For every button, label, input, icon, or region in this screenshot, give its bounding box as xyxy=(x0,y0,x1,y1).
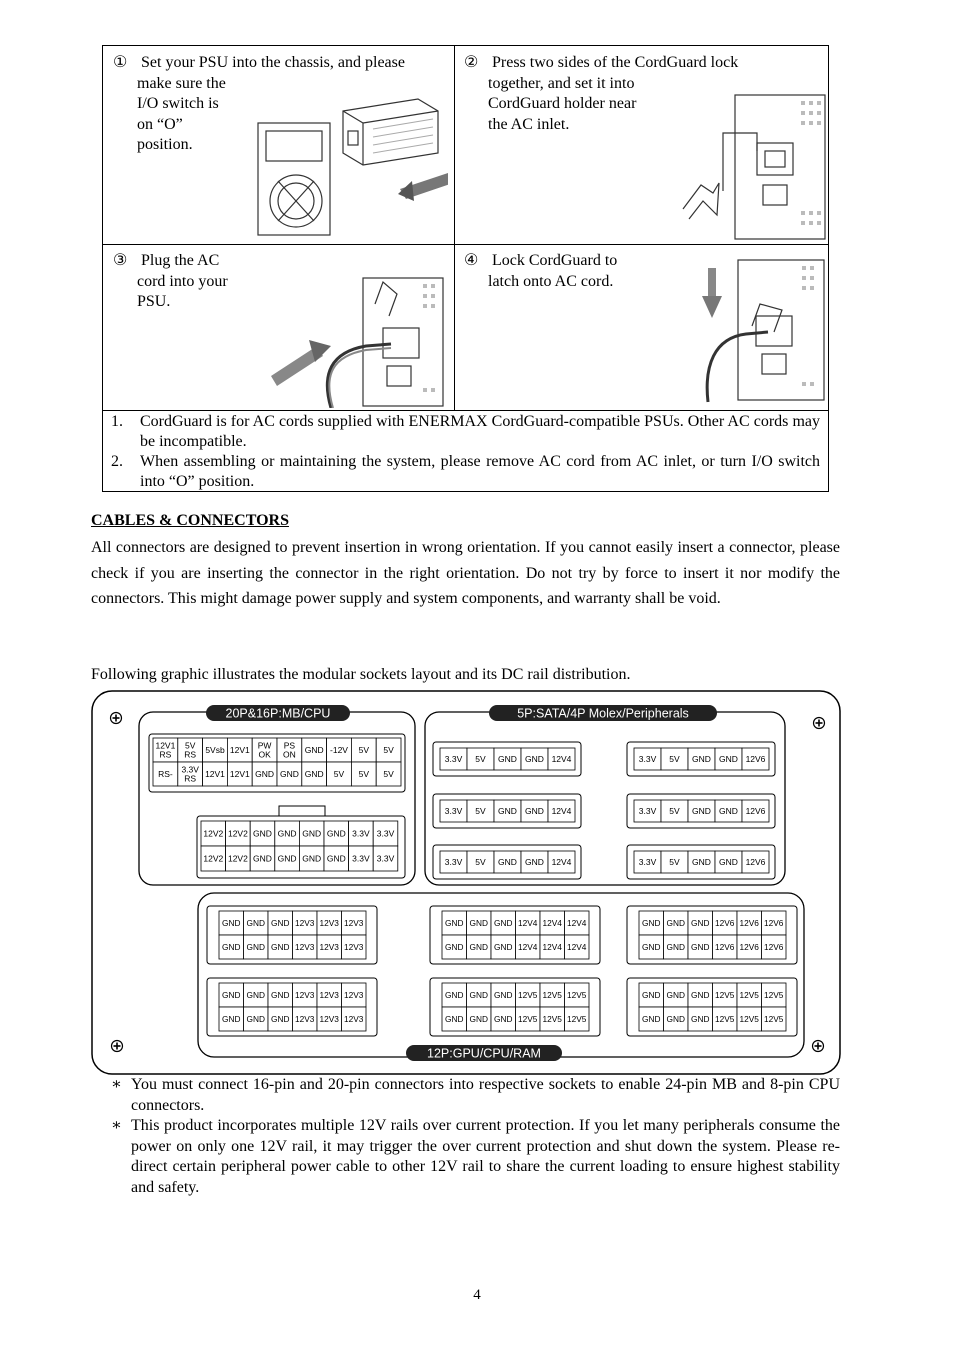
pin-label: GND xyxy=(246,989,265,1000)
pin-label: 12V4 xyxy=(551,805,572,816)
pin-label: 12V2 xyxy=(227,853,248,864)
pin-label: GND xyxy=(666,989,685,1000)
pin-label: GND xyxy=(271,1013,290,1024)
pin-label: 5V xyxy=(358,744,370,755)
pin-label: 12V5 xyxy=(542,1013,562,1024)
page-number: 4 xyxy=(473,1287,481,1303)
cordguard-holder-illustration xyxy=(673,91,828,241)
column-divider xyxy=(454,46,455,410)
socket-5p xyxy=(634,800,769,822)
panel-label-text: 5P:SATA/4P Molex/Peripherals xyxy=(517,706,689,721)
pin-label: 12V3 xyxy=(344,989,364,1000)
pin-label: 5V xyxy=(475,856,486,867)
socket-12p xyxy=(639,911,786,959)
pin-label: GND xyxy=(691,1013,710,1024)
socket-12p xyxy=(219,983,366,1031)
pin-label: GND xyxy=(494,989,513,1000)
pin-label: 12V5 xyxy=(764,989,784,1000)
pin-label: 3.3V RS xyxy=(181,764,199,784)
pin-label: GND xyxy=(277,828,297,839)
pin-label: GND xyxy=(277,853,297,864)
pin-label: PS ON xyxy=(283,740,296,760)
pin-label: GND xyxy=(494,941,513,952)
pin-label: GND xyxy=(222,941,241,952)
pin-label: 3.3V xyxy=(352,828,370,839)
panel-label xyxy=(406,1045,562,1061)
pin-label: 12V5 xyxy=(542,989,562,1000)
pin-label: GND xyxy=(469,941,488,952)
pin-label: 12V4 xyxy=(567,917,587,928)
pin-label: 5V xyxy=(383,744,394,755)
pin-label: 12V3 xyxy=(319,917,339,928)
pin-label: GND xyxy=(271,917,290,928)
screw-icon xyxy=(111,713,122,724)
pin-label: 3.3V xyxy=(352,853,370,864)
pin-label: 12V6 xyxy=(739,941,759,952)
pin-label: 5V xyxy=(669,805,680,816)
pin-label: GND xyxy=(719,856,738,867)
pin-label: 12V3 xyxy=(295,989,315,1000)
pin-label: 12V1 xyxy=(205,768,225,779)
pin-label: RS- xyxy=(158,768,173,779)
pin-label: GND xyxy=(304,744,324,755)
pin-label: GND xyxy=(271,989,290,1000)
pin-label: GND xyxy=(691,917,710,928)
diagram-intro-paragraph: Following graphic illustrates the modular sockets layout and its DC rail distribution. xyxy=(91,666,631,683)
pin-label: 12V1 RS xyxy=(155,740,176,760)
socket-5p xyxy=(634,748,769,770)
pin-label: GND xyxy=(302,828,322,839)
pin-label: 12V6 xyxy=(745,856,766,867)
socket-12p xyxy=(442,983,589,1031)
pin-label: 12V5 xyxy=(715,1013,735,1024)
step-4-text: ④ Lock CordGuard to latch onto AC cord. xyxy=(464,252,618,290)
pin-label: 3.3V xyxy=(376,853,395,864)
pin-label: GND xyxy=(642,941,661,952)
pin-label: GND xyxy=(253,828,272,839)
socket-5p xyxy=(440,851,575,873)
pin-label: 5V xyxy=(475,805,486,816)
pin-label: 5Vsb xyxy=(205,744,225,755)
pin-label: GND xyxy=(445,1013,464,1024)
modular-sockets-diagram xyxy=(91,690,841,1076)
socket-20p xyxy=(153,738,401,786)
panel-label-text: 12P:GPU/CPU/RAM xyxy=(427,1046,541,1061)
footnote-1: ∗ You must connect 16-pin and 20-pin connectors into respective sockets to enable 24-pin MB and 8-pin CPU connectors. xyxy=(111,1076,840,1114)
pin-label: GND xyxy=(692,856,711,867)
panel-label xyxy=(489,705,717,721)
pin-label: 5V xyxy=(475,753,486,764)
pin-label: GND xyxy=(719,805,738,816)
pin-label: 12V6 xyxy=(715,941,735,952)
socket-5p xyxy=(440,800,575,822)
panel-label-text: 20P&16P:MB/CPU xyxy=(225,706,331,721)
row-divider xyxy=(103,244,828,245)
pin-label: 12V3 xyxy=(319,1013,339,1024)
pin-label: GND xyxy=(326,853,346,864)
pin-label: 12V5 xyxy=(764,1013,784,1024)
pin-label: GND xyxy=(498,856,517,867)
socket-16p xyxy=(201,821,398,871)
pin-label: GND xyxy=(494,917,513,928)
pin-label: 5V xyxy=(333,768,345,779)
row-divider xyxy=(103,410,828,411)
pin-label: 3.3V xyxy=(638,805,657,816)
pin-label: 12V5 xyxy=(739,989,759,1000)
psu-into-chassis-illustration xyxy=(248,91,448,241)
notes-list xyxy=(103,412,828,492)
step-2-text: ② Press two sides of the CordGuard lock together, and set it into CordGuard holder near the AC inlet. xyxy=(464,54,739,133)
pin-label: GND xyxy=(525,805,544,816)
pin-label: 12V2 xyxy=(203,853,224,864)
pin-label: 12V6 xyxy=(715,917,735,928)
pin-label: GND xyxy=(304,768,324,779)
step-3-text: ③ Plug the AC cord into your PSU. xyxy=(113,252,228,310)
pin-label: GND xyxy=(445,917,464,928)
pin-label: GND xyxy=(469,989,488,1000)
pin-label: 12V3 xyxy=(344,1013,364,1024)
pin-label: 12V4 xyxy=(551,856,572,867)
pin-label: 12V3 xyxy=(319,989,339,1000)
pin-label: GND xyxy=(666,917,685,928)
pin-label: GND xyxy=(692,805,711,816)
socket-12p xyxy=(639,983,786,1031)
pin-label: GND xyxy=(246,1013,265,1024)
pin-label: GND xyxy=(642,989,661,1000)
plug-ac-cord-illustration xyxy=(271,274,449,408)
pin-label: GND xyxy=(525,856,544,867)
section-heading: CABLES & CONNECTORS xyxy=(91,512,289,529)
pin-label: 5V RS xyxy=(184,740,197,760)
lock-cordguard-illustration xyxy=(698,256,828,406)
pin-label: 3.3V xyxy=(638,753,657,764)
pin-label: GND xyxy=(246,917,265,928)
pin-label: 12V1 xyxy=(229,768,250,779)
pin-label: 12V1 xyxy=(229,744,250,755)
note-item: 1. CordGuard is for AC cords supplied with ENERMAX CordGuard-compatible PSUs. Other AC cords may be incompatible. xyxy=(111,413,820,450)
pin-label: 12V5 xyxy=(739,1013,759,1024)
pin-label: 3.3V xyxy=(638,856,657,867)
pin-label: 12V4 xyxy=(567,941,587,952)
socket-12p xyxy=(442,911,589,959)
pin-label: GND xyxy=(253,853,272,864)
connectors-paragraph: All connectors are designed to prevent insertion in wrong orientation. If you cannot easily insert a connector, please check if you are inserting the connector in the right orientation. Do not try by force to insert it nor modify the connectors. This might damage power supply and system components, and warranty shall be void. xyxy=(91,539,840,607)
pin-label: GND xyxy=(222,917,241,928)
pin-label: GND xyxy=(691,989,710,1000)
pin-label: 12V6 xyxy=(739,917,759,928)
screw-icon xyxy=(112,1041,123,1052)
pin-label: PW OK xyxy=(257,740,272,760)
screw-icon xyxy=(813,1041,824,1052)
pin-label: GND xyxy=(469,917,488,928)
pin-label: 12V4 xyxy=(542,917,562,928)
socket-5p xyxy=(634,851,769,873)
pin-label: 12V5 xyxy=(567,1013,587,1024)
pin-label: GND xyxy=(222,1013,241,1024)
pin-label: 12V6 xyxy=(764,941,784,952)
pin-label: GND xyxy=(271,941,290,952)
pin-label: GND xyxy=(255,768,275,779)
socket-5p xyxy=(440,748,575,770)
step-1-text: ① Set your PSU into the chassis, and please make sure the I/O switch is on “O” position. xyxy=(113,54,405,153)
pin-label: GND xyxy=(494,1013,513,1024)
pin-label: GND xyxy=(246,941,265,952)
pin-label: GND xyxy=(642,917,661,928)
pin-label: 12V4 xyxy=(551,753,572,764)
pin-label: -12V xyxy=(330,744,348,755)
pin-label: 12V5 xyxy=(715,989,735,1000)
pin-label: GND xyxy=(445,941,464,952)
pin-label: 12V4 xyxy=(542,941,562,952)
panel-label xyxy=(206,705,350,721)
footnote-2: ∗ This product incorporates multiple 12V rails over current protection. If you let many peripherals consume the power on only one 12V rail, it may trigger the over current protection and shut down the system. Please re-direct certain peripheral power cable to other 12V rail to share the current loading to ensure highest stability and safety. xyxy=(111,1117,840,1196)
pin-label: 5V xyxy=(669,856,680,867)
pin-label: GND xyxy=(498,805,517,816)
pin-label: 12V2 xyxy=(227,828,248,839)
pin-label: 12V6 xyxy=(745,805,766,816)
pin-label: 12V2 xyxy=(203,828,224,839)
pin-label: 12V3 xyxy=(295,941,315,952)
pin-label: GND xyxy=(525,753,544,764)
pin-label: 5V xyxy=(669,753,680,764)
pin-label: 12V6 xyxy=(764,917,784,928)
pin-label: GND xyxy=(498,753,517,764)
socket-12p xyxy=(219,911,366,959)
screw-icon xyxy=(814,718,825,729)
pin-label: GND xyxy=(302,853,322,864)
pin-label: 12V4 xyxy=(518,917,538,928)
pin-label: 12V5 xyxy=(518,1013,538,1024)
pin-label: GND xyxy=(445,989,464,1000)
pin-label: GND xyxy=(691,941,710,952)
pin-label: 3.3V xyxy=(376,828,395,839)
pin-label: 5V xyxy=(358,768,370,779)
pin-label: 12V3 xyxy=(319,941,339,952)
pin-label: GND xyxy=(666,941,685,952)
pin-label: 3.3V xyxy=(444,805,463,816)
pin-label: 3.3V xyxy=(444,856,463,867)
pin-label: GND xyxy=(469,1013,488,1024)
pin-label: GND xyxy=(279,768,299,779)
pin-label: 12V4 xyxy=(518,941,538,952)
note-item: 2. When assembling or maintaining the system, please remove AC cord from AC inlet, or turn I/O switch into “O” position. xyxy=(111,453,820,490)
pin-label: 12V3 xyxy=(344,917,364,928)
pin-label: 3.3V xyxy=(444,753,463,764)
pin-label: GND xyxy=(326,828,346,839)
pin-label: GND xyxy=(642,1013,661,1024)
pin-label: 12V3 xyxy=(344,941,364,952)
pin-label: 12V3 xyxy=(295,917,315,928)
pin-label: GND xyxy=(692,753,711,764)
pin-label: 12V5 xyxy=(518,989,538,1000)
pin-label: GND xyxy=(719,753,738,764)
pin-label: GND xyxy=(666,1013,685,1024)
pin-label: 5V xyxy=(383,768,394,779)
pin-label: 12V6 xyxy=(745,753,766,764)
pin-label: 12V3 xyxy=(295,1013,315,1024)
installation-steps-table xyxy=(102,45,829,492)
pin-label: 12V5 xyxy=(567,989,587,1000)
pin-label: GND xyxy=(222,989,241,1000)
